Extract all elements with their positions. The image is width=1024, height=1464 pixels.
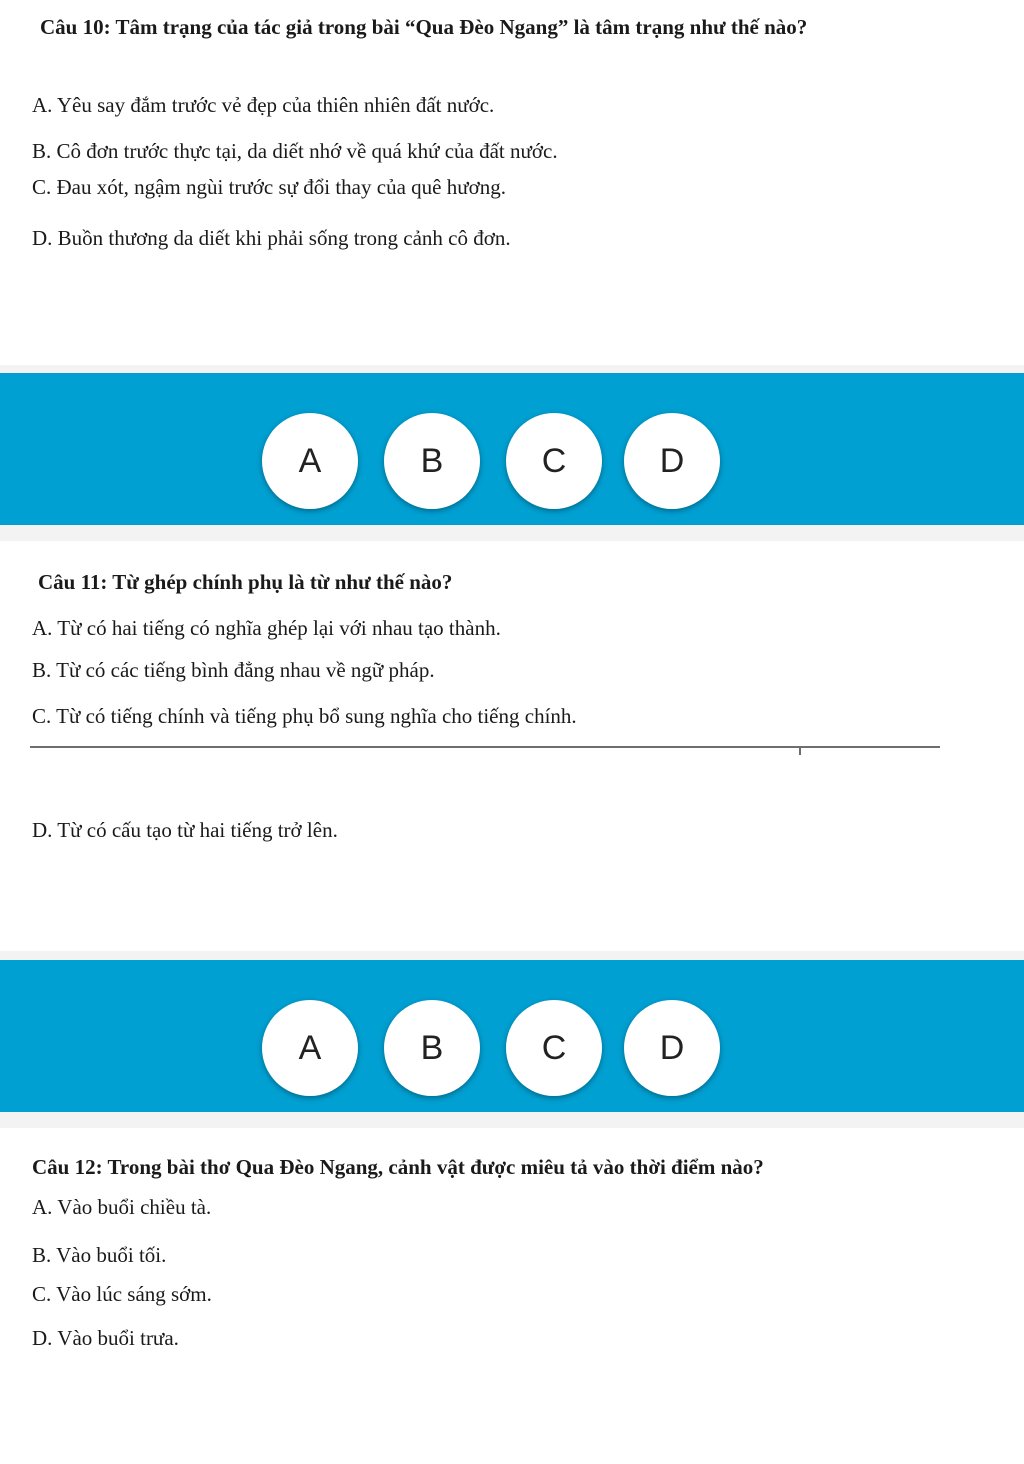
divider-tick — [799, 748, 801, 755]
question-12-card — [0, 1128, 1024, 1464]
answer-band-10 — [0, 373, 1024, 525]
question-12-title: Câu 12: Trong bài thơ Qua Đèo Ngang, cảnh vật được miêu tả vào thời điểm nào? — [32, 1155, 764, 1179]
question-10-option-c: C. Đau xót, ngậm ngùi trước sự đổi thay của quê hương. — [32, 175, 506, 199]
answer-button-a[interactable]: A — [262, 413, 358, 509]
question-11-option-b: B. Từ có các tiếng bình đẳng nhau về ngữ pháp. — [32, 658, 435, 682]
divider-line — [30, 746, 940, 748]
answer-button-b[interactable]: B — [384, 1000, 480, 1096]
question-10-option-a: A. Yêu say đắm trước vẻ đẹp của thiên nhiên đất nước. — [32, 93, 495, 117]
question-12-option-b: B. Vào buổi tối. — [32, 1243, 167, 1267]
question-10-title: Câu 10: Tâm trạng của tác giả trong bài “Qua Đèo Ngang” là tâm trạng như thế nào? — [40, 15, 808, 39]
answer-button-d[interactable]: D — [624, 1000, 720, 1096]
question-11-title: Câu 11: Từ ghép chính phụ là từ như thế nào? — [38, 570, 453, 594]
question-10-card — [0, 0, 1024, 365]
answer-choices-10 — [262, 413, 722, 509]
question-11-option-a: A. Từ có hai tiếng có nghĩa ghép lại với nhau tạo thành. — [32, 616, 501, 640]
answer-button-a[interactable]: A — [262, 1000, 358, 1096]
question-12-option-d: D. Vào buổi trưa. — [32, 1326, 179, 1350]
answer-button-d[interactable]: D — [624, 413, 720, 509]
question-10-option-b: B. Cô đơn trước thực tại, da diết nhớ về quá khứ của đất nước. — [32, 139, 558, 163]
question-10-option-d: D. Buồn thương da diết khi phải sống trong cảnh cô đơn. — [32, 226, 511, 250]
question-11-option-c: C. Từ có tiếng chính và tiếng phụ bổ sung nghĩa cho tiếng chính. — [32, 704, 577, 728]
question-11-card — [0, 541, 1024, 951]
question-12-option-a: A. Vào buổi chiều tà. — [32, 1195, 212, 1219]
answer-button-c[interactable]: C — [506, 413, 602, 509]
question-12-option-c: C. Vào lúc sáng sớm. — [32, 1282, 212, 1306]
question-11-option-d: D. Từ có cấu tạo từ hai tiếng trở lên. — [32, 818, 338, 842]
answer-band-11 — [0, 960, 1024, 1112]
answer-button-c[interactable]: C — [506, 1000, 602, 1096]
answer-button-b[interactable]: B — [384, 413, 480, 509]
answer-choices-11 — [262, 1000, 722, 1096]
